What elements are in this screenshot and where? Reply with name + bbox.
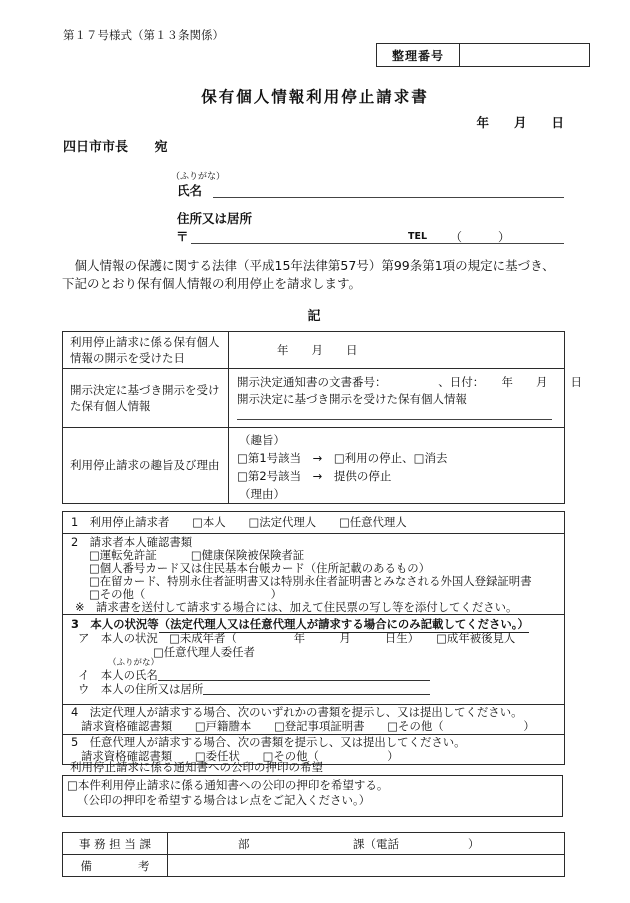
remarks-label: 備 考: [63, 855, 168, 876]
identity-doc-item-3: □在留カード、特別永住者証明書又は特別永住者証明書とみなされる外国人登録証明書: [89, 574, 532, 588]
tel-paren: （ ）: [450, 230, 511, 244]
person-name-row: [63, 669, 430, 683]
identity-doc-item-1: □運転免許証 □健康保険被保険者証: [89, 548, 305, 562]
row-purpose-reason-value: [229, 428, 564, 503]
purpose-option-1: □第1号該当 → □利用の停止、□消去: [237, 451, 448, 465]
identity-doc-item-2: □個人番号カード又は住民基本台帳カード（住所記載のあるもの）: [89, 561, 431, 575]
person-furigana-label: （ふりがな）: [108, 658, 160, 668]
name-label: 氏名: [177, 183, 203, 198]
stamp-request-line2: （公印の押印を希望する場合はレ点をご記入ください。）: [77, 793, 371, 807]
purpose-label: （趣旨）: [239, 433, 285, 447]
form-number-note: 第１７号様式（第１３条関係）: [63, 28, 224, 42]
postal-mark: 〒: [176, 229, 189, 244]
requester-type-row: 1 利用停止請求者 □本人 □法定代理人 □任意代理人: [71, 515, 407, 529]
request-details-table: [62, 331, 582, 504]
person-status-a2: □任意代理人委任者: [153, 645, 255, 659]
stamp-request-box: [62, 775, 563, 817]
addressee-name: 四日市市長: [63, 140, 129, 155]
person-address-row: [63, 683, 430, 697]
row-disclosed-info-value: [229, 369, 582, 427]
doc-number-line: 開示決定通知書の文書番号： 、日付： 年 月 日: [237, 375, 582, 389]
identity-docs-note: ※ 請求書を送付して請求する場合には、加えて住民票の写し等を添付してください。: [75, 600, 518, 614]
body-paragraph-line2: 下記のとおり保有個人情報の利用停止を請求します。: [62, 276, 362, 291]
identity-docs-section: [63, 533, 564, 614]
ref-number-label: 整理番号: [377, 44, 460, 66]
addressee-suffix: 宛: [154, 140, 168, 155]
furigana-label: （ふりがな）: [171, 172, 226, 182]
name-underline: [213, 181, 564, 198]
ref-number-value: [460, 44, 589, 66]
reason-label: （理由）: [239, 487, 285, 501]
identity-docs-title: 2 請求者本人確認書類: [71, 535, 193, 549]
person-name-underline: [158, 669, 430, 681]
voluntary-rep-line2: 請求資格確認書類 □委任状 □その他（ ）: [81, 748, 399, 763]
address-label: 住所又は居所: [177, 211, 253, 226]
person-status-section: [63, 614, 564, 704]
row-purpose-reason-label: 利用停止請求の趣旨及び理由: [63, 428, 229, 503]
tel-label: TEL: [408, 231, 428, 242]
addressee: [63, 136, 168, 155]
person-address-label: ウ 本人の住所又は居所: [78, 682, 204, 696]
ki-heading: 記: [307, 309, 323, 324]
person-status-title-head: 3 本人の状況等: [71, 617, 159, 631]
person-status-title-note: （法定代理人又は任意代理人が請求する場合にのみ記載してください。）: [158, 617, 529, 631]
remarks-value: [168, 855, 564, 876]
row-disclosure-date-label: 利用停止請求に係る保有個人情報の開示を受けた日: [63, 332, 229, 368]
row-purpose-reason: [63, 427, 564, 503]
body-paragraph-line1: 個人情報の保護に関する法律（平成15年法律第57号）第99条第1項の規定に基づき、: [62, 258, 555, 273]
disclosure-date-text: 年 月 日: [277, 343, 358, 357]
purpose-option-2: □第2号該当 → 提供の停止: [237, 469, 392, 483]
row-disclosure-date-value: [229, 332, 564, 368]
legal-rep-section: [63, 704, 564, 734]
staff-dept-value: 部 課（電話 ）: [238, 836, 480, 851]
row-disclosed-info-label: 開示決定に基づき開示を受けた保有個人情報: [63, 369, 229, 427]
remarks-row: [63, 854, 564, 876]
stamp-request-heading: 利用停止請求に係る通知書への公印の押印の希望: [70, 760, 323, 774]
person-address-underline: [203, 683, 430, 695]
staff-dept-label: 事 務 担 当 課: [63, 833, 168, 854]
staff-row: [63, 833, 564, 854]
requester-info-table: [62, 511, 565, 765]
disclosed-info-line: 開示決定に基づき開示を受けた保有個人情報: [237, 392, 467, 406]
disclosed-info-underline: [237, 419, 552, 420]
voluntary-rep-line1: 5 任意代理人が請求する場合、次の書類を提示し、又は提出してください。: [71, 735, 466, 749]
person-status-title: [63, 618, 564, 632]
identity-doc-item-4: □その他（ ）: [89, 587, 283, 601]
form-title: 保有個人情報利用停止請求書: [201, 88, 429, 106]
person-name-label: イ 本人の氏名: [78, 668, 158, 682]
date-line: 年 月 日: [476, 115, 564, 130]
ref-number-box: [376, 43, 590, 67]
legal-rep-line2: 請求資格確認書類 □戸籍謄本 □登記事項証明書 □その他（ ）: [81, 718, 535, 733]
person-status-a: ア 本人の状況 □未成年者（ 年 月 日生） □成年被後見人: [78, 631, 516, 645]
legal-rep-line1: 4 法定代理人が請求する場合、次のいずれかの書類を提示し、又は提出してください。: [71, 705, 523, 719]
staff-table: [62, 832, 565, 877]
stamp-request-line1: □本件利用停止請求に係る通知書への公印の押印を希望する。: [67, 778, 389, 792]
row-disclosure-date: [63, 332, 564, 368]
row-disclosed-info: [63, 368, 582, 427]
